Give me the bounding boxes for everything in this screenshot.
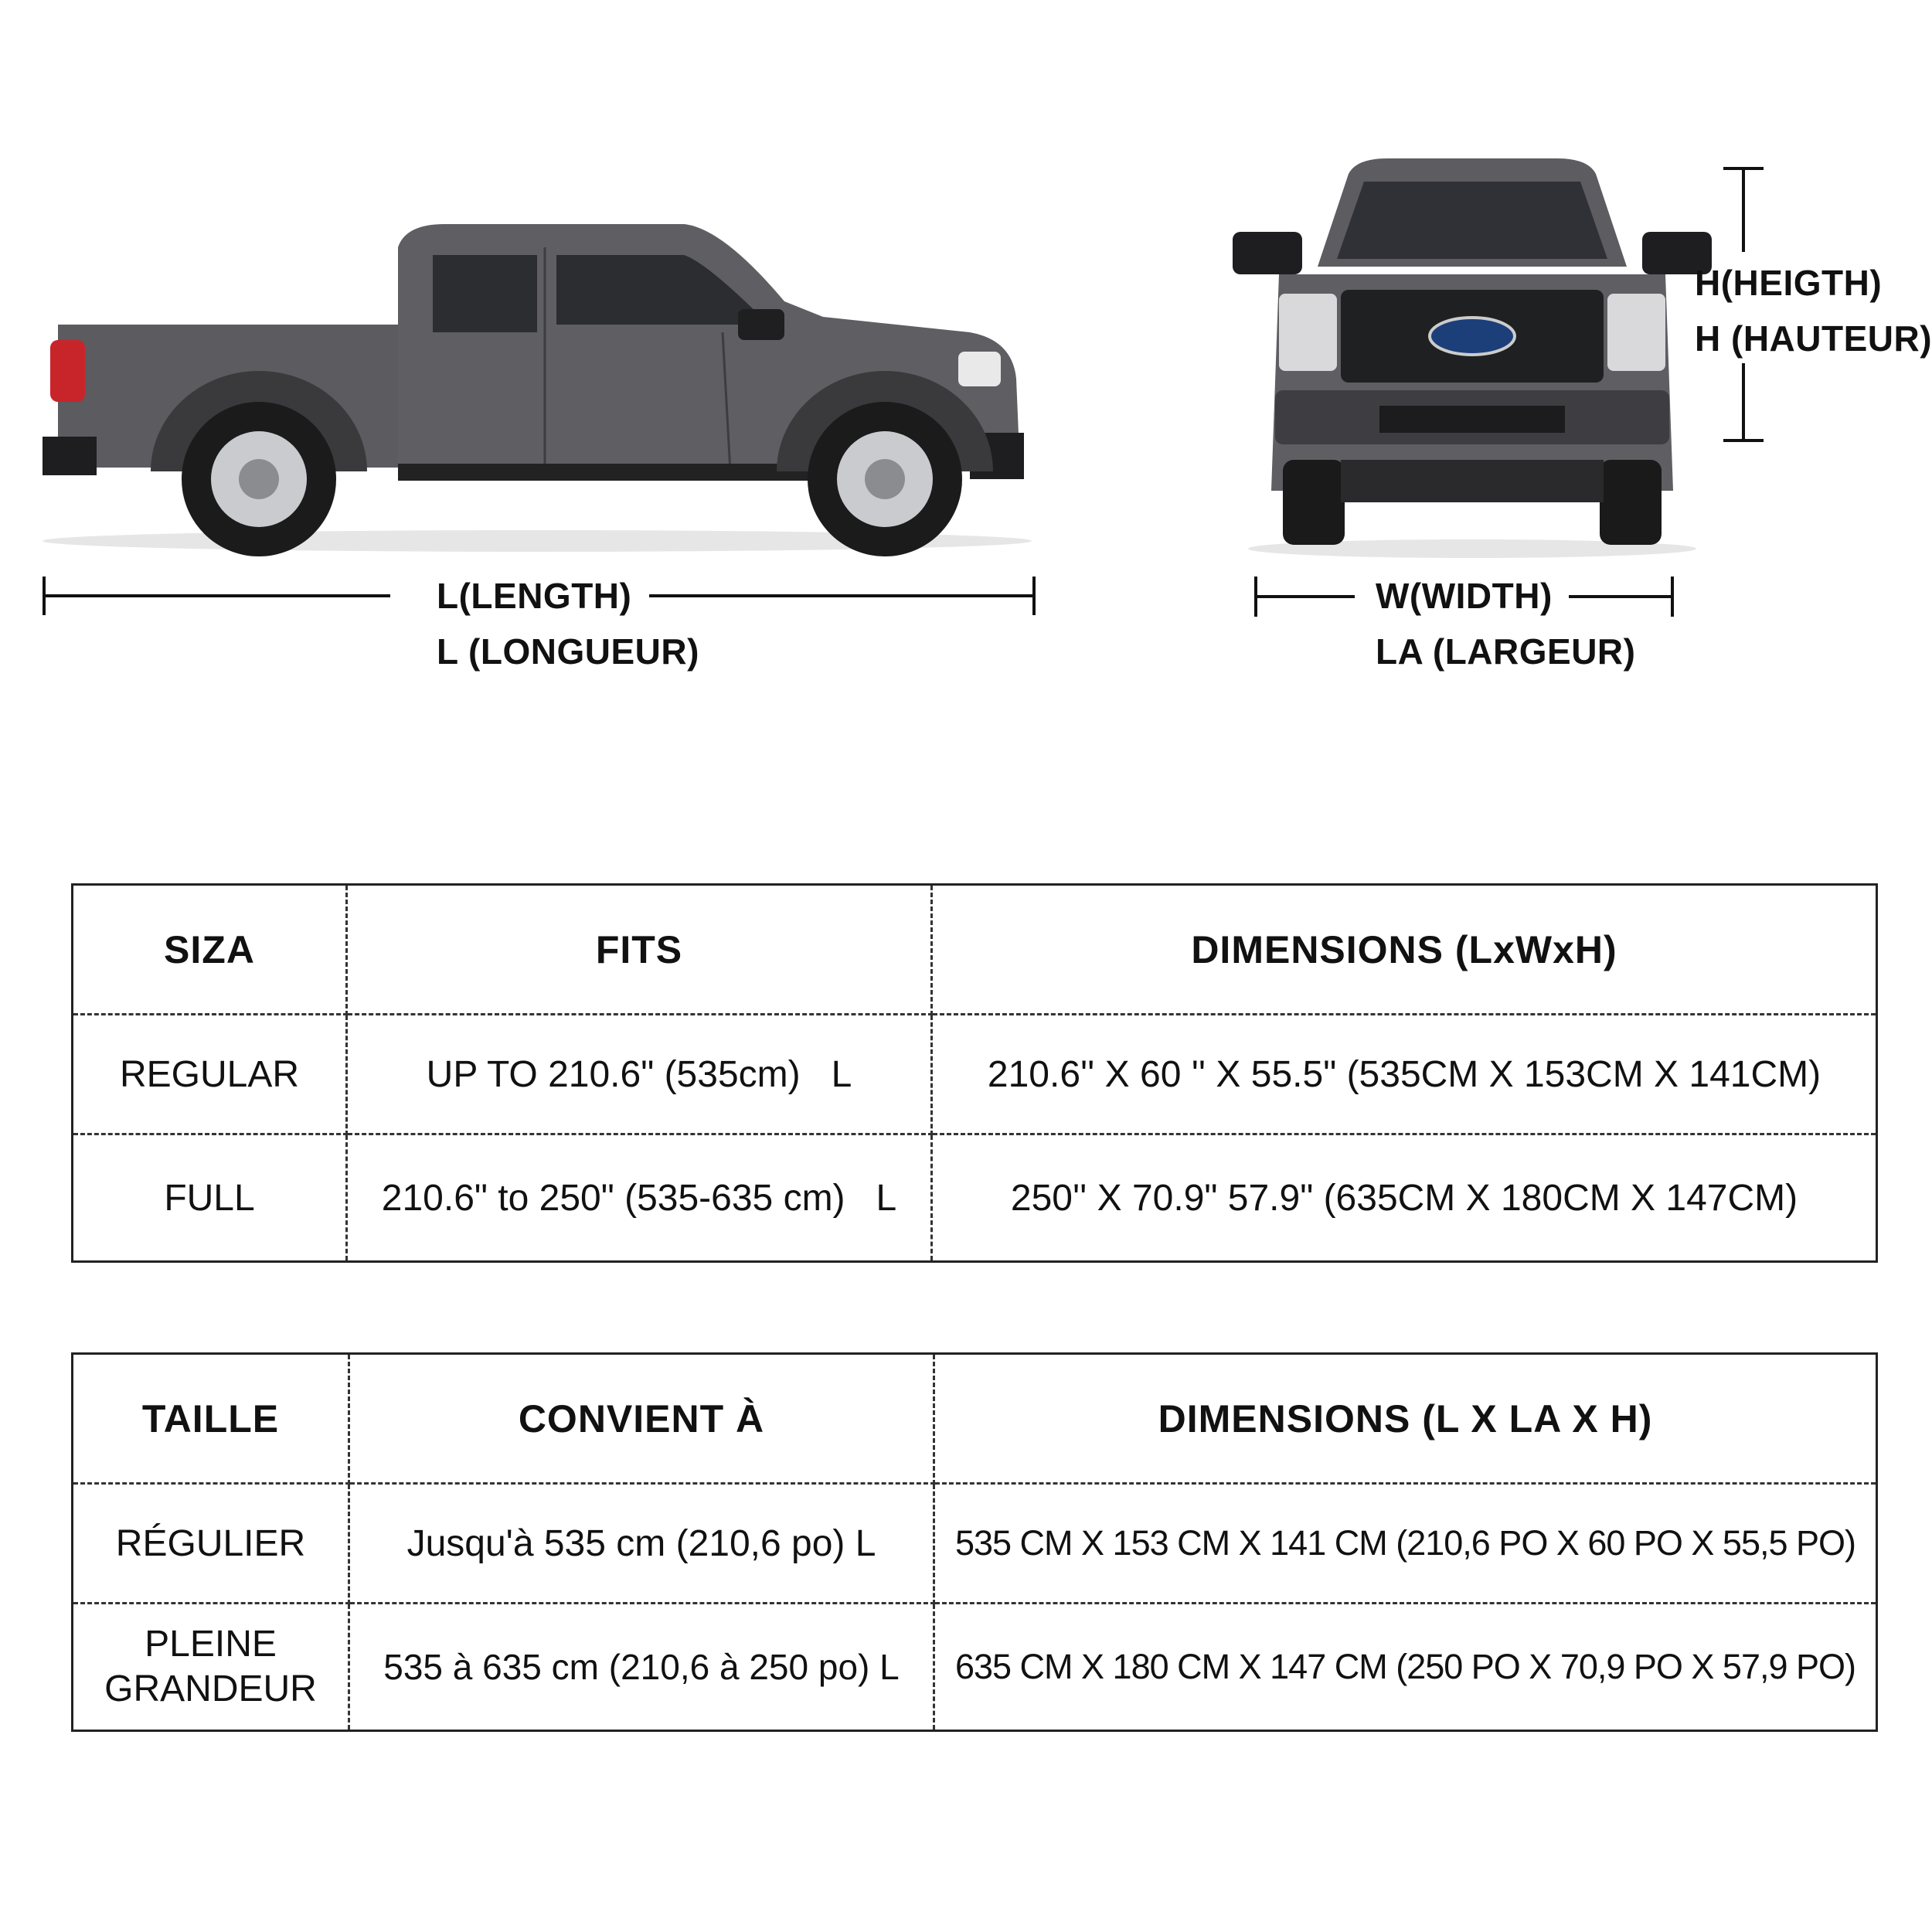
row-fits: Jusqu'à 535 cm (210,6 po) L (349, 1484, 934, 1604)
row-size (73, 1604, 349, 1731)
truck-front-view-image (1233, 151, 1712, 560)
row-dimensions: 250'' X 70.9" 57.9" (635CM X 180CM X 147CM) (932, 1134, 1877, 1262)
row-fits: 535 à 635 cm (210,6 à 250 po) L (349, 1604, 934, 1731)
row-size-line-2: GRANDEUR (104, 1668, 317, 1709)
height-dimension-line-top (1742, 167, 1745, 252)
row-dimensions: 635 CM X 180 CM X 147 CM (250 PO X 70,9 PO X 57,9 PO) (934, 1604, 1877, 1731)
header-convient: CONVIENT À (349, 1354, 934, 1484)
row-dimensions: 535 CM X 153 CM X 141 CM (210,6 PO X 60 PO X 55,5 PO) (934, 1484, 1877, 1604)
row-fits: UP TO 210.6" (535cm) L (347, 1015, 932, 1134)
length-tick-right (1032, 577, 1036, 615)
row-size: FULL (73, 1134, 347, 1262)
table-row (73, 1015, 1877, 1134)
width-tick-left (1254, 577, 1257, 617)
row-size: REGULAR (73, 1015, 347, 1134)
length-dimension-line-left (43, 594, 390, 597)
table-header-row (73, 885, 1877, 1015)
length-dimension-line-right (649, 594, 1036, 597)
table-row (73, 1604, 1877, 1731)
header-dimensions: DIMENSIONS (LxWxH) (932, 885, 1877, 1015)
width-label (1376, 568, 1635, 679)
length-tick-left (43, 577, 46, 615)
width-tick-right (1671, 577, 1674, 617)
length-label (437, 568, 699, 679)
length-label-en: L(LENGTH) (437, 576, 632, 616)
height-tick-bottom (1723, 439, 1764, 442)
width-label-en: W(WIDTH) (1376, 576, 1553, 616)
width-label-fr: LA (LARGEUR) (1376, 631, 1636, 672)
width-dimension-line-left (1254, 595, 1355, 598)
truck-side-view-image (43, 216, 1047, 556)
height-label-fr: H (HAUTEUR) (1695, 318, 1932, 359)
length-label-fr: L (LONGUEUR) (437, 631, 699, 672)
row-fits: 210.6" to 250" (535-635 cm) L (347, 1134, 932, 1262)
height-label-en: H(HEIGTH) (1695, 263, 1883, 303)
header-taille: TAILLE (73, 1354, 349, 1484)
row-size-line-1: PLEINE (145, 1624, 277, 1665)
size-table-french (71, 1352, 1878, 1732)
table-header-row (73, 1354, 1877, 1484)
height-dimension-line-bottom (1742, 363, 1745, 440)
row-size: RÉGULIER (73, 1484, 349, 1604)
table-row (73, 1134, 1877, 1262)
table-row (73, 1484, 1877, 1604)
row-dimensions: 210.6'' X 60 '' X 55.5" (535CM X 153CM X 141CM) (932, 1015, 1877, 1134)
header-fits: FITS (347, 885, 932, 1015)
header-dimensions: DIMENSIONS (L X LA X H) (934, 1354, 1877, 1484)
header-size: SIZA (73, 885, 347, 1015)
height-label (1695, 255, 1932, 366)
size-table-english (71, 883, 1878, 1263)
